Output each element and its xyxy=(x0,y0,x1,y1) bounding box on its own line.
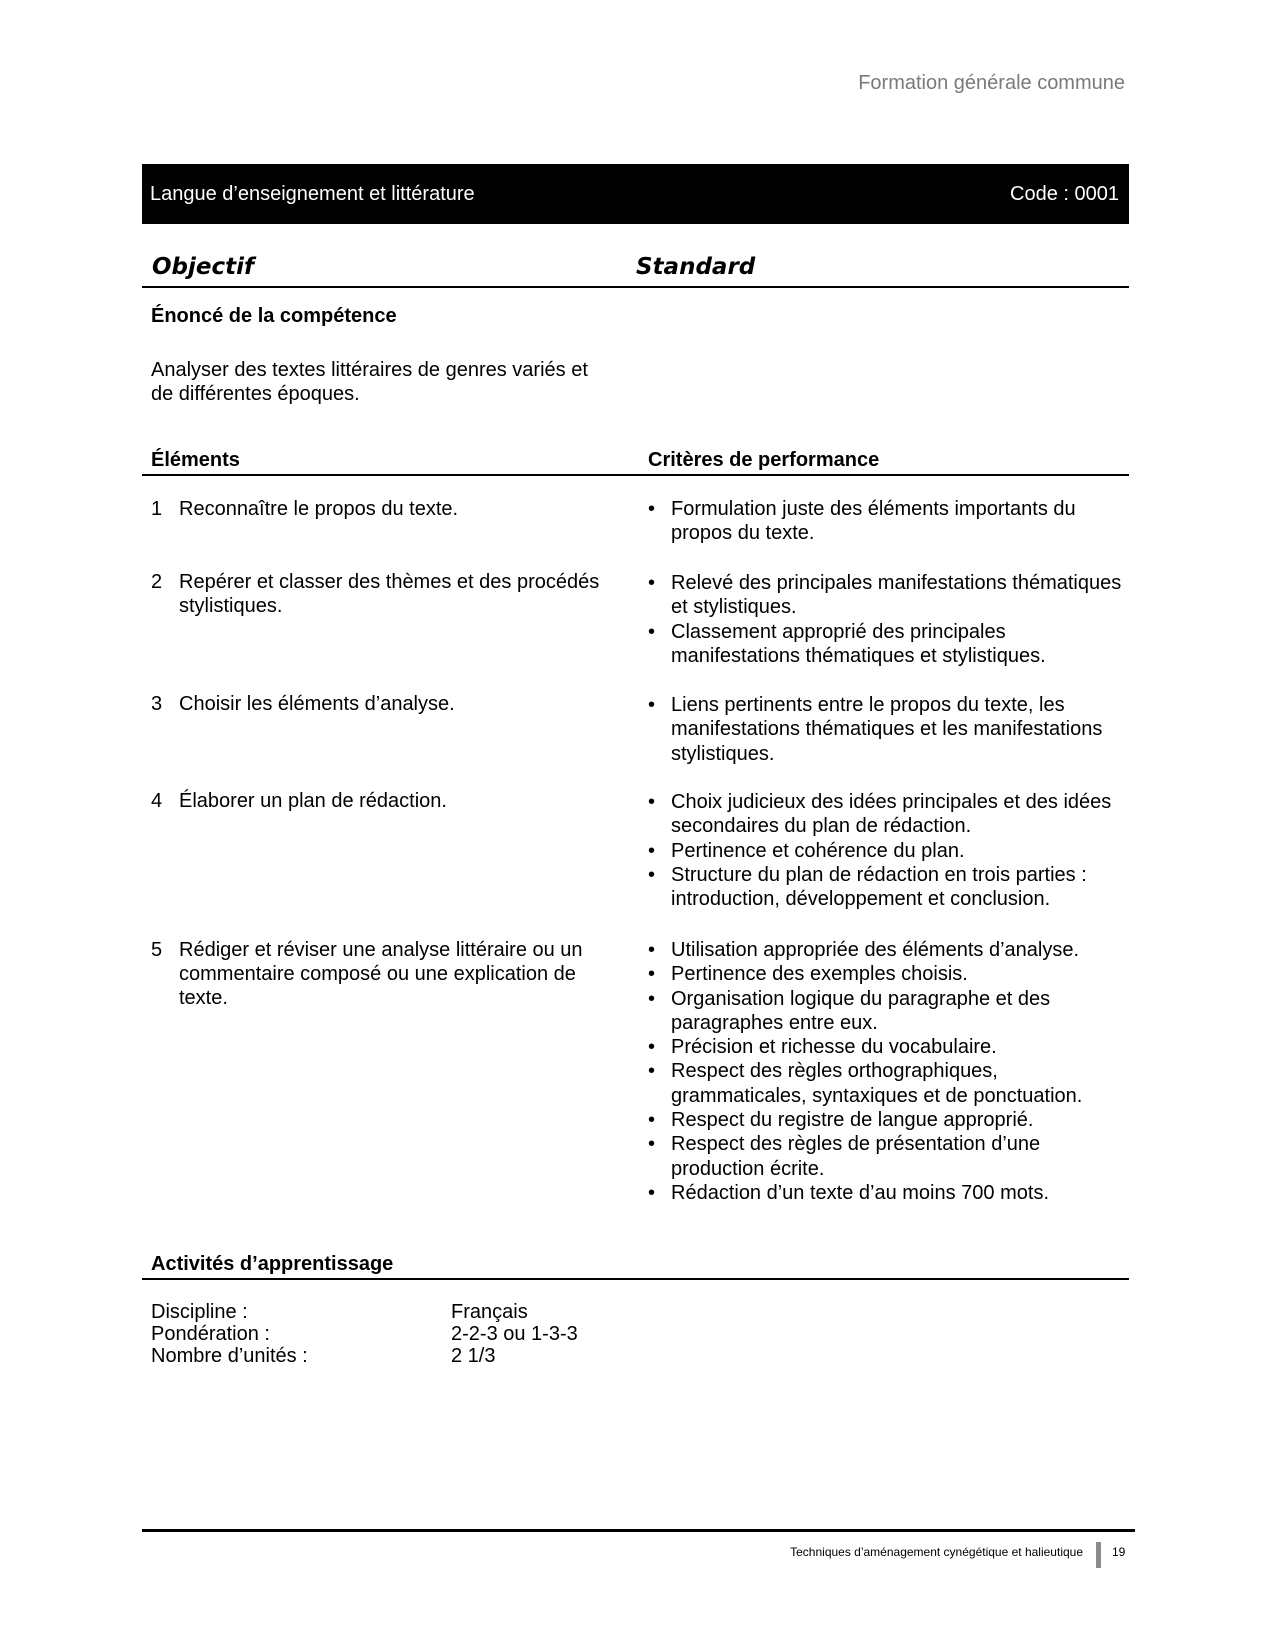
activites-rule xyxy=(142,1278,1129,1280)
footer-rule xyxy=(142,1529,1135,1532)
footer-program-title: Techniques d’aménagement cynégétique et halieutique xyxy=(790,1545,1083,1559)
elements-header: Éléments xyxy=(151,449,240,471)
criteria-list xyxy=(648,497,1128,546)
table-header-rule xyxy=(142,474,1129,476)
element-text: Élaborer un plan de rédaction. xyxy=(179,790,447,812)
enonce-title: Énoncé de la compétence xyxy=(151,305,397,327)
criterion: • Organisation logique du paragraphe et des paragraphes entre eux. xyxy=(648,987,1128,1036)
objectif-heading: Objectif xyxy=(152,254,255,280)
element-number: 3 xyxy=(151,693,163,715)
criterion: • Structure du plan de rédaction en trois parties : introduction, développement et conclusion. xyxy=(648,863,1128,912)
criterion: • Formulation juste des éléments importants du propos du texte. xyxy=(648,497,1128,546)
discipline-label: Discipline : xyxy=(151,1301,248,1323)
page-number: 19 xyxy=(1112,1545,1126,1559)
criterion: • Précision et richesse du vocabulaire. xyxy=(648,1035,1128,1059)
element-number: 4 xyxy=(151,790,163,812)
criteria-list xyxy=(648,790,1128,911)
criterion: • Choix judicieux des idées principales et des idées secondaires du plan de rédaction. xyxy=(648,790,1128,839)
criterion: • Pertinence des exemples choisis. xyxy=(648,962,1128,986)
criteria-list xyxy=(648,571,1128,668)
course-title-bar xyxy=(142,164,1129,224)
criteres-header: Critères de performance xyxy=(648,449,880,471)
criterion: • Respect du registre de langue approprié. xyxy=(648,1108,1128,1132)
course-title: Langue d’enseignement et littérature xyxy=(150,182,475,205)
element-number: 5 xyxy=(151,939,163,961)
course-code: Code : 0001 xyxy=(1010,182,1119,205)
element-number: 1 xyxy=(151,498,163,520)
ponderation-value: 2-2-3 ou 1-3-3 xyxy=(451,1323,578,1345)
criterion: • Liens pertinents entre le propos du texte, les manifestations thématiques et les manifestations stylistiques. xyxy=(648,693,1128,766)
discipline-value: Français xyxy=(451,1301,528,1323)
running-header: Formation générale commune xyxy=(858,72,1125,94)
element-text: Rédiger et réviser une analyse littéraire ou un commentaire composé ou une explication de texte. xyxy=(179,939,583,1009)
criteria-list xyxy=(648,693,1128,766)
standard-heading: Standard xyxy=(636,254,756,280)
ponderation-label: Pondération : xyxy=(151,1323,270,1345)
unites-value: 2 1/3 xyxy=(451,1345,496,1367)
element-text: Repérer et classer des thèmes et des procédés stylistiques. xyxy=(179,571,600,617)
footer-separator xyxy=(1096,1542,1101,1568)
activites-title: Activités d’apprentissage xyxy=(151,1253,394,1275)
element-text: Choisir les éléments d’analyse. xyxy=(179,693,455,715)
criterion: • Utilisation appropriée des éléments d’analyse. xyxy=(648,938,1128,962)
criteria-list xyxy=(648,938,1128,1205)
criterion: • Relevé des principales manifestations thématiques et stylistiques. xyxy=(648,571,1128,620)
criterion: • Respect des règles orthographiques, grammaticales, syntaxiques et de ponctuation. xyxy=(648,1059,1128,1108)
element-number: 2 xyxy=(151,571,163,593)
enonce-line-2: de différentes époques. xyxy=(151,383,360,405)
criterion: • Rédaction d’un texte d’au moins 700 mots. xyxy=(648,1181,1128,1205)
criterion: • Pertinence et cohérence du plan. xyxy=(648,839,1128,863)
column-headings xyxy=(142,250,1129,288)
criterion: • Respect des règles de présentation d’une production écrite. xyxy=(648,1132,1128,1181)
unites-label: Nombre d’unités : xyxy=(151,1345,308,1367)
enonce-line-1: Analyser des textes littéraires de genres variés et xyxy=(151,359,588,381)
criterion: • Classement approprié des principales manifestations thématiques et stylistiques. xyxy=(648,620,1128,669)
element-text: Reconnaître le propos du texte. xyxy=(179,498,459,520)
